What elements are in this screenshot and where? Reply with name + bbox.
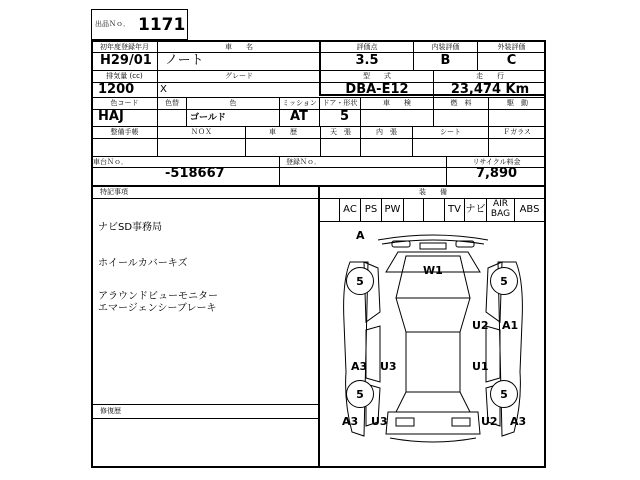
tire-front-right: 5: [490, 267, 518, 295]
damage-mark: A1: [502, 319, 519, 332]
interior-grade-label: 内装評価: [431, 43, 460, 51]
color-code-label: 色コード: [110, 99, 139, 107]
remarks-label: 特記事項: [100, 188, 128, 196]
damage-mark: A3: [342, 415, 359, 428]
color-change-label: 色替: [165, 99, 179, 107]
service-book-label: 整備手帳: [110, 128, 139, 136]
color-label: 色: [229, 99, 237, 107]
damage-mark: W1: [423, 264, 443, 277]
registration-label: 登録Ｎｏ．: [286, 158, 321, 166]
equipment-label: 装 備: [419, 188, 447, 196]
damage-mark: A: [356, 229, 365, 242]
car-name-label: 車 名: [225, 43, 253, 51]
equipment-blank: [404, 198, 424, 221]
equipment-pw: PW: [382, 198, 404, 221]
doors-value: 5: [340, 109, 350, 124]
nox-label: ＮＯＸ: [191, 128, 212, 136]
equipment-ac: AC: [340, 198, 361, 221]
headliner-label: 天 張: [330, 128, 351, 136]
history-label: 車 歴: [269, 128, 297, 136]
inspection-label: 車 検: [383, 99, 411, 107]
mileage-value: 23,474 Km: [450, 82, 530, 97]
model-label: 型 式: [363, 72, 391, 80]
remark-line: ホイールカバーキズ: [98, 258, 188, 269]
fuel-label: 燃 料: [450, 99, 472, 107]
grade-label: グレード: [225, 72, 253, 80]
equipment-filler: [319, 198, 340, 221]
model-value: DBA-E12: [345, 82, 409, 97]
chassis-value: -518667: [165, 166, 225, 181]
score-value: 3.5: [355, 53, 379, 68]
damage-mark: U2: [472, 319, 489, 332]
remark-line: ナビSD事務局: [98, 222, 163, 233]
tire-front-left: 5: [346, 267, 374, 295]
damage-mark: U3: [371, 415, 388, 428]
repair-history-label: 修復歴: [100, 407, 121, 415]
drive-label: 駆 動: [507, 99, 528, 107]
car-name-value: ノート: [165, 53, 204, 68]
exterior-grade-value: C: [506, 53, 517, 68]
equipment-abs: ABS: [519, 204, 540, 215]
tire-rear-right: 5: [490, 380, 518, 408]
lot-number-label: 出品Ｎｏ．: [95, 20, 130, 28]
equipment-airbag: AIR BAG: [487, 198, 515, 221]
reg-date-label: 初年度登録年月: [100, 43, 149, 51]
score-label: 評価点: [356, 43, 378, 51]
equipment-blank: [424, 198, 445, 221]
color-code-value: HAJ: [98, 109, 124, 124]
damage-mark: U3: [380, 360, 397, 373]
interior-grade-value: B: [440, 53, 451, 68]
seat-label: シート: [440, 128, 461, 136]
equipment-ps: PS: [361, 198, 382, 221]
mileage-label: 走 行: [476, 72, 504, 80]
damage-mark: U1: [472, 360, 489, 373]
grade-value: X: [160, 84, 167, 95]
front-glass-label: Ｆガラス: [503, 128, 531, 136]
lot-number: 1171: [138, 15, 186, 35]
remark-line: エマージェンシーブレーキ: [98, 303, 217, 314]
lot-number-box: [91, 9, 188, 40]
tire-rear-left: 5: [346, 380, 374, 408]
recycle-fee-label: リサイクル料金: [472, 158, 521, 166]
mission-label: ミッション: [282, 99, 317, 107]
damage-mark: A3: [510, 415, 527, 428]
equipment-row: [319, 198, 546, 221]
reg-date-value: H29/01: [100, 53, 152, 68]
displacement-value: 1200: [98, 82, 135, 97]
remark-line: アラウンドビューモニター: [98, 291, 218, 302]
exterior-grade-label: 外装評価: [497, 43, 526, 51]
doors-label: ドア・形状: [322, 99, 358, 107]
trim-label: 内 張: [376, 128, 397, 136]
equipment-tv: TV: [445, 198, 465, 221]
car-diagram: [320, 222, 546, 468]
displacement-label: 排気量 (cc): [106, 72, 143, 80]
chassis-label: 車台Ｎｏ．: [93, 158, 128, 166]
mission-value: AT: [290, 109, 308, 124]
color-value: ゴールド: [190, 113, 226, 123]
recycle-fee-value: 7,890: [475, 166, 518, 181]
damage-mark: A3: [351, 360, 368, 373]
damage-mark: U2: [481, 415, 498, 428]
equipment-navi: ナビ: [465, 198, 487, 221]
